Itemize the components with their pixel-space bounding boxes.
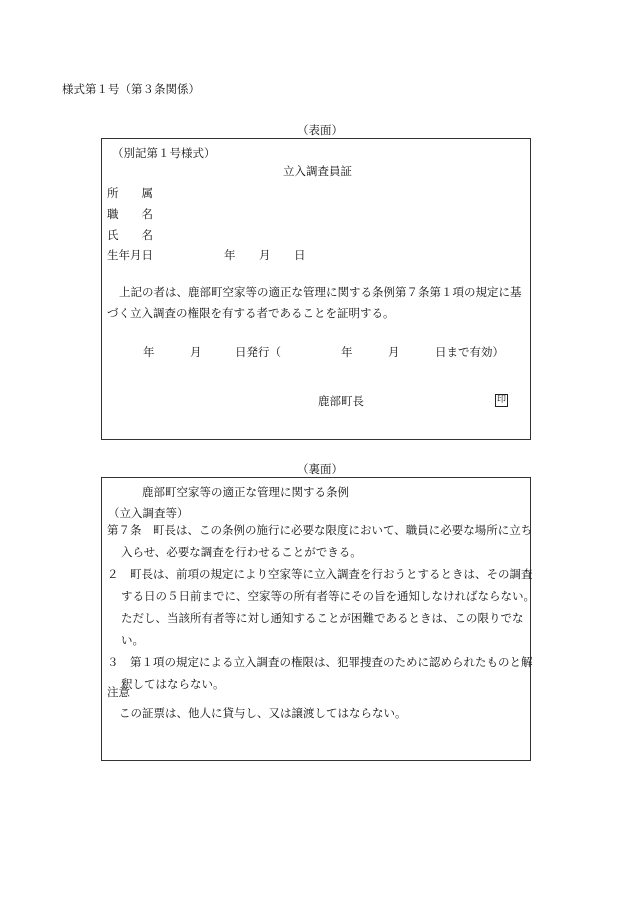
- issue-day-label: 日発行（: [235, 345, 281, 359]
- front-side-label: （表面）: [297, 123, 343, 137]
- article-7-text: 第７条 町長は、この条例の施行に必要な限度において、職員に必要な場所に立ち入らせ、必要な調査を行わせることができる。: [107, 523, 533, 559]
- seal-stamp: 印: [496, 395, 506, 405]
- field-birthdate-label: 生年月日: [107, 248, 153, 262]
- sub-form-label: （別記第１号様式）: [112, 146, 216, 160]
- valid-until-label: 日まで有効）: [435, 345, 504, 359]
- card-title: 立入調査員証: [283, 164, 352, 178]
- id-card-front: [101, 138, 531, 440]
- section-heading: （立入調査等）: [108, 506, 189, 520]
- note-text: この証票は、他人に貸与し、又は譲渡してはならない。: [119, 706, 407, 720]
- ordinance-title: 鹿部町空家等の適正な管理に関する条例: [142, 485, 349, 499]
- field-name-label: 氏 名: [107, 228, 153, 242]
- birth-month-label: 月: [259, 248, 271, 262]
- valid-year-label: 年: [341, 345, 353, 359]
- certification-text-line2: づく立入調査の権限を有する者であることを証明する。: [107, 306, 395, 320]
- issuer-title: 鹿部町長: [318, 394, 364, 408]
- certification-text-line1: 上記の者は、鹿部町空家等の適正な管理に関する条例第７条第１項の規定に基: [119, 285, 522, 299]
- issue-year-label: 年: [143, 345, 155, 359]
- field-affiliation-label: 所 属: [107, 186, 153, 200]
- id-card-back: [101, 477, 535, 761]
- birth-day-label: 日: [294, 248, 306, 262]
- back-side-label: （裏面）: [297, 462, 343, 476]
- note-label: 注意: [107, 685, 130, 699]
- paragraph-3-text: ３ 第１項の規定による立入調査の権限は、犯罪捜査のために認められたものと解釈してはならない。: [107, 655, 533, 691]
- birth-year-label: 年: [224, 248, 236, 262]
- field-position-label: 職 名: [107, 207, 153, 221]
- paragraph-2-text: ２ 町長は、前項の規定により空家等に立入調査を行おうとするときは、その調査する日の５日前までに、空家等の所有者等にその旨を通知しなければならない。ただし、当該所有者等に対し通知することが困難であるときは、この限りでない。: [107, 567, 535, 647]
- valid-month-label: 月: [388, 345, 400, 359]
- issue-month-label: 月: [190, 345, 202, 359]
- form-number-title: 様式第１号（第３条関係）: [62, 82, 200, 96]
